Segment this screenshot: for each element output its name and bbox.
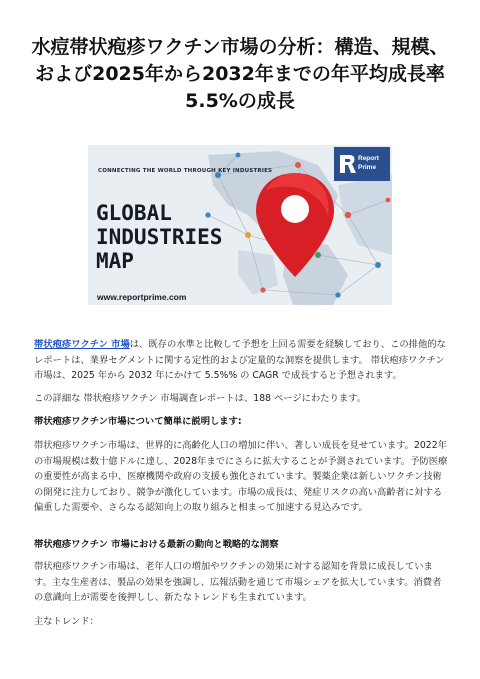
banner-heading <box>96 201 222 273</box>
banner-heading-line-1: GLOBAL <box>96 201 172 225</box>
intro-paragraph <box>34 337 448 384</box>
logo-mark-icon <box>338 153 358 175</box>
section-2-heading: 帯状疱疹ワクチン 市場における最新の動向と戦略的な洞察 <box>34 539 279 550</box>
banner-image <box>88 145 392 305</box>
banner-heading-line-3: MAP <box>96 249 134 273</box>
report-prime-logo <box>334 147 390 181</box>
logo-text-line-1: Report <box>358 155 379 162</box>
trends-label: 主なトレンド： <box>34 616 99 627</box>
section-1-paragraph: 帯状疱疹ワクチン市場は、世界的に高齢化人口の増加に伴い、著しい成長を見せています。2022年の市場規模は数十億ドルに達し、2028年までにさらに拡大することが予測されています。予防医療の重要性が高まる中、医療機関や政府の支援も強化されています。製薬企業は新しいワクチン技術の開発に注力しており、競争が激化しています。市場の成長は、発症リスクの高い高齢者に対する偏重した需要や、さらなる認知向上の取り組みと相まって加速する見込みです。 <box>34 440 448 513</box>
intro-text: は、既存の水準と比較して予想を上回る需要を経験しており、この排他的なレポートは、業界セグメントに関する定性的および定量的な洞察を提供します。 帯状疱疹ワクチン 市場は、2025 年から 2032 年にかけて 5.5%% の CAGR で成長すると予想されます。 <box>34 339 446 381</box>
section-1-heading: 帯状疱疹ワクチン市場について簡単に説明します: <box>34 416 242 427</box>
pages-paragraph: この詳細な 帯状疱疹ワクチン 市場調査レポートは、188 ページにわたります。 <box>34 393 367 404</box>
logo-text <box>358 154 379 172</box>
section-2-paragraph: 帯状疱疹ワクチン市場は、老年人口の増加やワクチンの効果に対する認知を背景に成長しています。主な生産者は、製品の効果を強調し、広報活動を通じて市場シェアを拡大しています。消費者の意識向上が需要を後押しし、新たなトレンドも生まれています。 <box>34 561 442 603</box>
logo-text-line-2: Prime <box>358 164 377 171</box>
page-title: 水痘帯状疱疹ワクチン市場の分析：構造、規模、および2025年から2032年までの年平均成長率5.5%の成長 <box>31 36 449 112</box>
banner-website: www.reportprime.com <box>97 292 187 302</box>
banner-heading-line-2: INDUSTRIES <box>96 225 223 249</box>
banner-tagline: CONNECTING THE WORLD THROUGH KEY INDUSTRIES <box>98 168 273 174</box>
market-link[interactable]: 帯状疱疹ワクチン 市場 <box>34 339 130 350</box>
